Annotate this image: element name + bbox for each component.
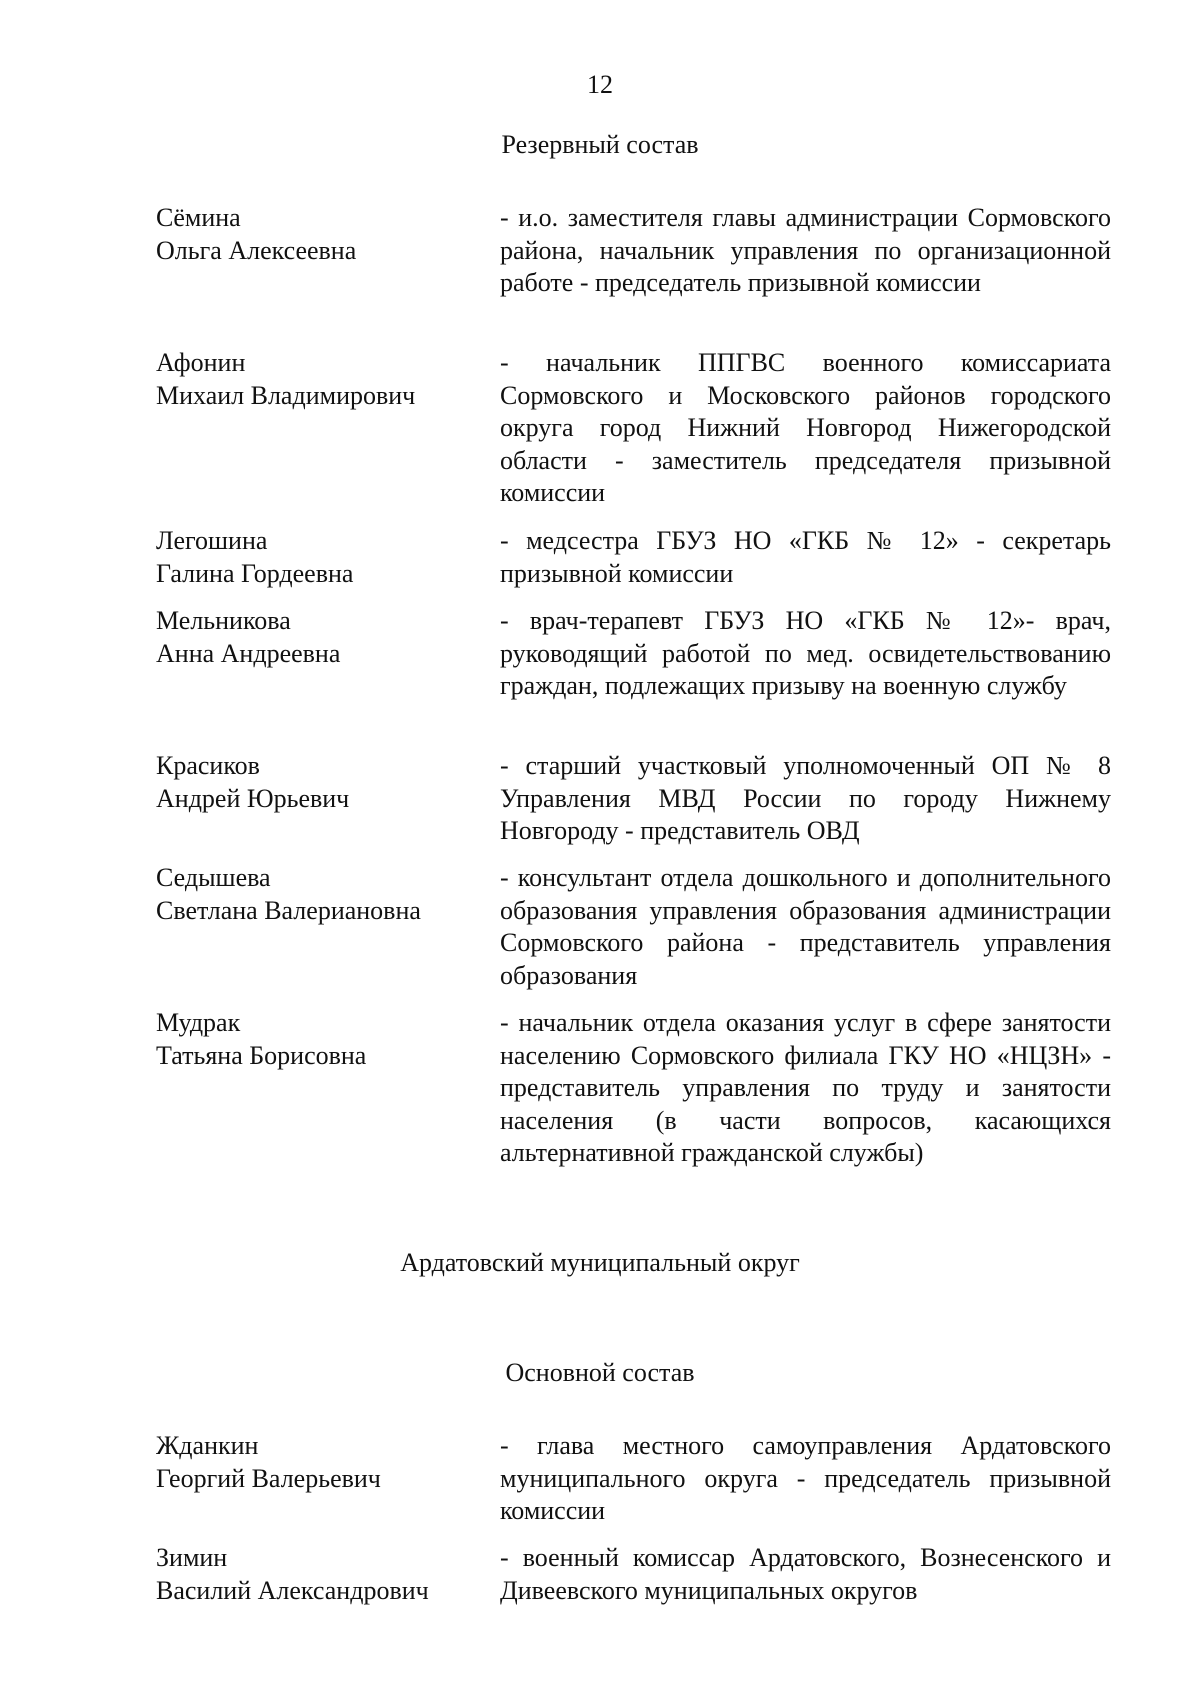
member-role: - врач-терапевт ГБУЗ НО «ГКБ № 12»- врач, руководящий работой по мед. освидетельствованию граждан, подлежащих призыву на военную службу	[500, 606, 1111, 700]
member-given-names: Татьяна Борисовна	[156, 1040, 367, 1070]
member-role: - медсестра ГБУЗ НО «ГКБ № 12» - секретарь призывной комиссии	[500, 526, 1111, 588]
member-surname: Афонин	[156, 348, 246, 377]
member-surname: Мельникова	[156, 606, 291, 635]
member-surname: Сёмина	[156, 203, 241, 232]
member-surname: Зимин	[156, 1543, 228, 1572]
member-surname: Жданкин	[156, 1431, 259, 1460]
member-role: - и.о. заместителя главы администрации Сормовского района, начальник управления по организационной работе - председатель призывной комиссии	[500, 203, 1111, 297]
member-given-names: Галина Гордеевна	[156, 558, 354, 588]
member-given-names: Андрей Юрьевич	[156, 783, 350, 813]
member-given-names: Светлана Валериановна	[156, 895, 421, 925]
member-surname: Мудрак	[156, 1008, 241, 1037]
member-entry	[156, 1430, 1111, 1528]
member-entry	[156, 1007, 1111, 1170]
district-title: Ардатовский муниципальный округ	[400, 1248, 800, 1277]
member-surname: Легошина	[156, 526, 268, 555]
member-entry	[156, 347, 1111, 510]
member-role: - консультант отдела дошкольного и дополнительного образования управления образования администрации Сормовского района - представитель управления образования	[500, 863, 1111, 990]
member-given-names: Георгий Валерьевич	[156, 1463, 381, 1493]
member-role: - начальник отдела оказания услуг в сфере занятости населению Сормовского филиала ГКУ НО «НЦЗН» - представитель управления по труду и занятости населения (в части вопросов, касающихся альтернативной гражданской службы)	[500, 1008, 1111, 1167]
member-surname: Красиков	[156, 751, 260, 780]
member-entry	[156, 525, 1111, 590]
member-given-names: Василий Александрович	[156, 1575, 429, 1605]
member-entry	[156, 605, 1111, 703]
member-role: - начальник ППГВС военного комиссариата Сормовского и Московского районов городского округа город Нижний Новгород Нижегородской области - заместитель председателя призывной комиссии	[500, 348, 1111, 507]
main-section-title: Основной состав	[505, 1358, 695, 1387]
page-number: 12	[587, 70, 613, 99]
member-entry	[156, 750, 1111, 848]
member-entry	[156, 1542, 1111, 1607]
member-name	[156, 1542, 500, 1607]
member-given-names: Ольга Алексеевна	[156, 235, 357, 265]
member-entry	[156, 202, 1111, 300]
member-role: - военный комиссар Ардатовского, Вознесенского и Дивеевского муниципальных округов	[500, 1543, 1111, 1605]
member-role: - старший участковый уполномоченный ОП № 8 Управления МВД России по городу Нижнему Новгороду - представитель ОВД	[500, 751, 1111, 845]
member-name	[156, 750, 500, 848]
member-given-names: Анна Андреевна	[156, 638, 341, 668]
member-name	[156, 605, 500, 703]
member-name	[156, 347, 500, 510]
member-name	[156, 1007, 500, 1170]
member-name	[156, 862, 500, 992]
member-name	[156, 525, 500, 590]
member-role: - глава местного самоуправления Ардатовского муниципального округа - председатель призывной комиссии	[500, 1431, 1111, 1525]
reserve-section-title: Резервный состав	[501, 130, 699, 159]
member-surname: Седышева	[156, 863, 271, 892]
member-entry	[156, 862, 1111, 992]
member-name	[156, 202, 500, 300]
member-name	[156, 1430, 500, 1528]
member-given-names: Михаил Владимирович	[156, 380, 416, 410]
